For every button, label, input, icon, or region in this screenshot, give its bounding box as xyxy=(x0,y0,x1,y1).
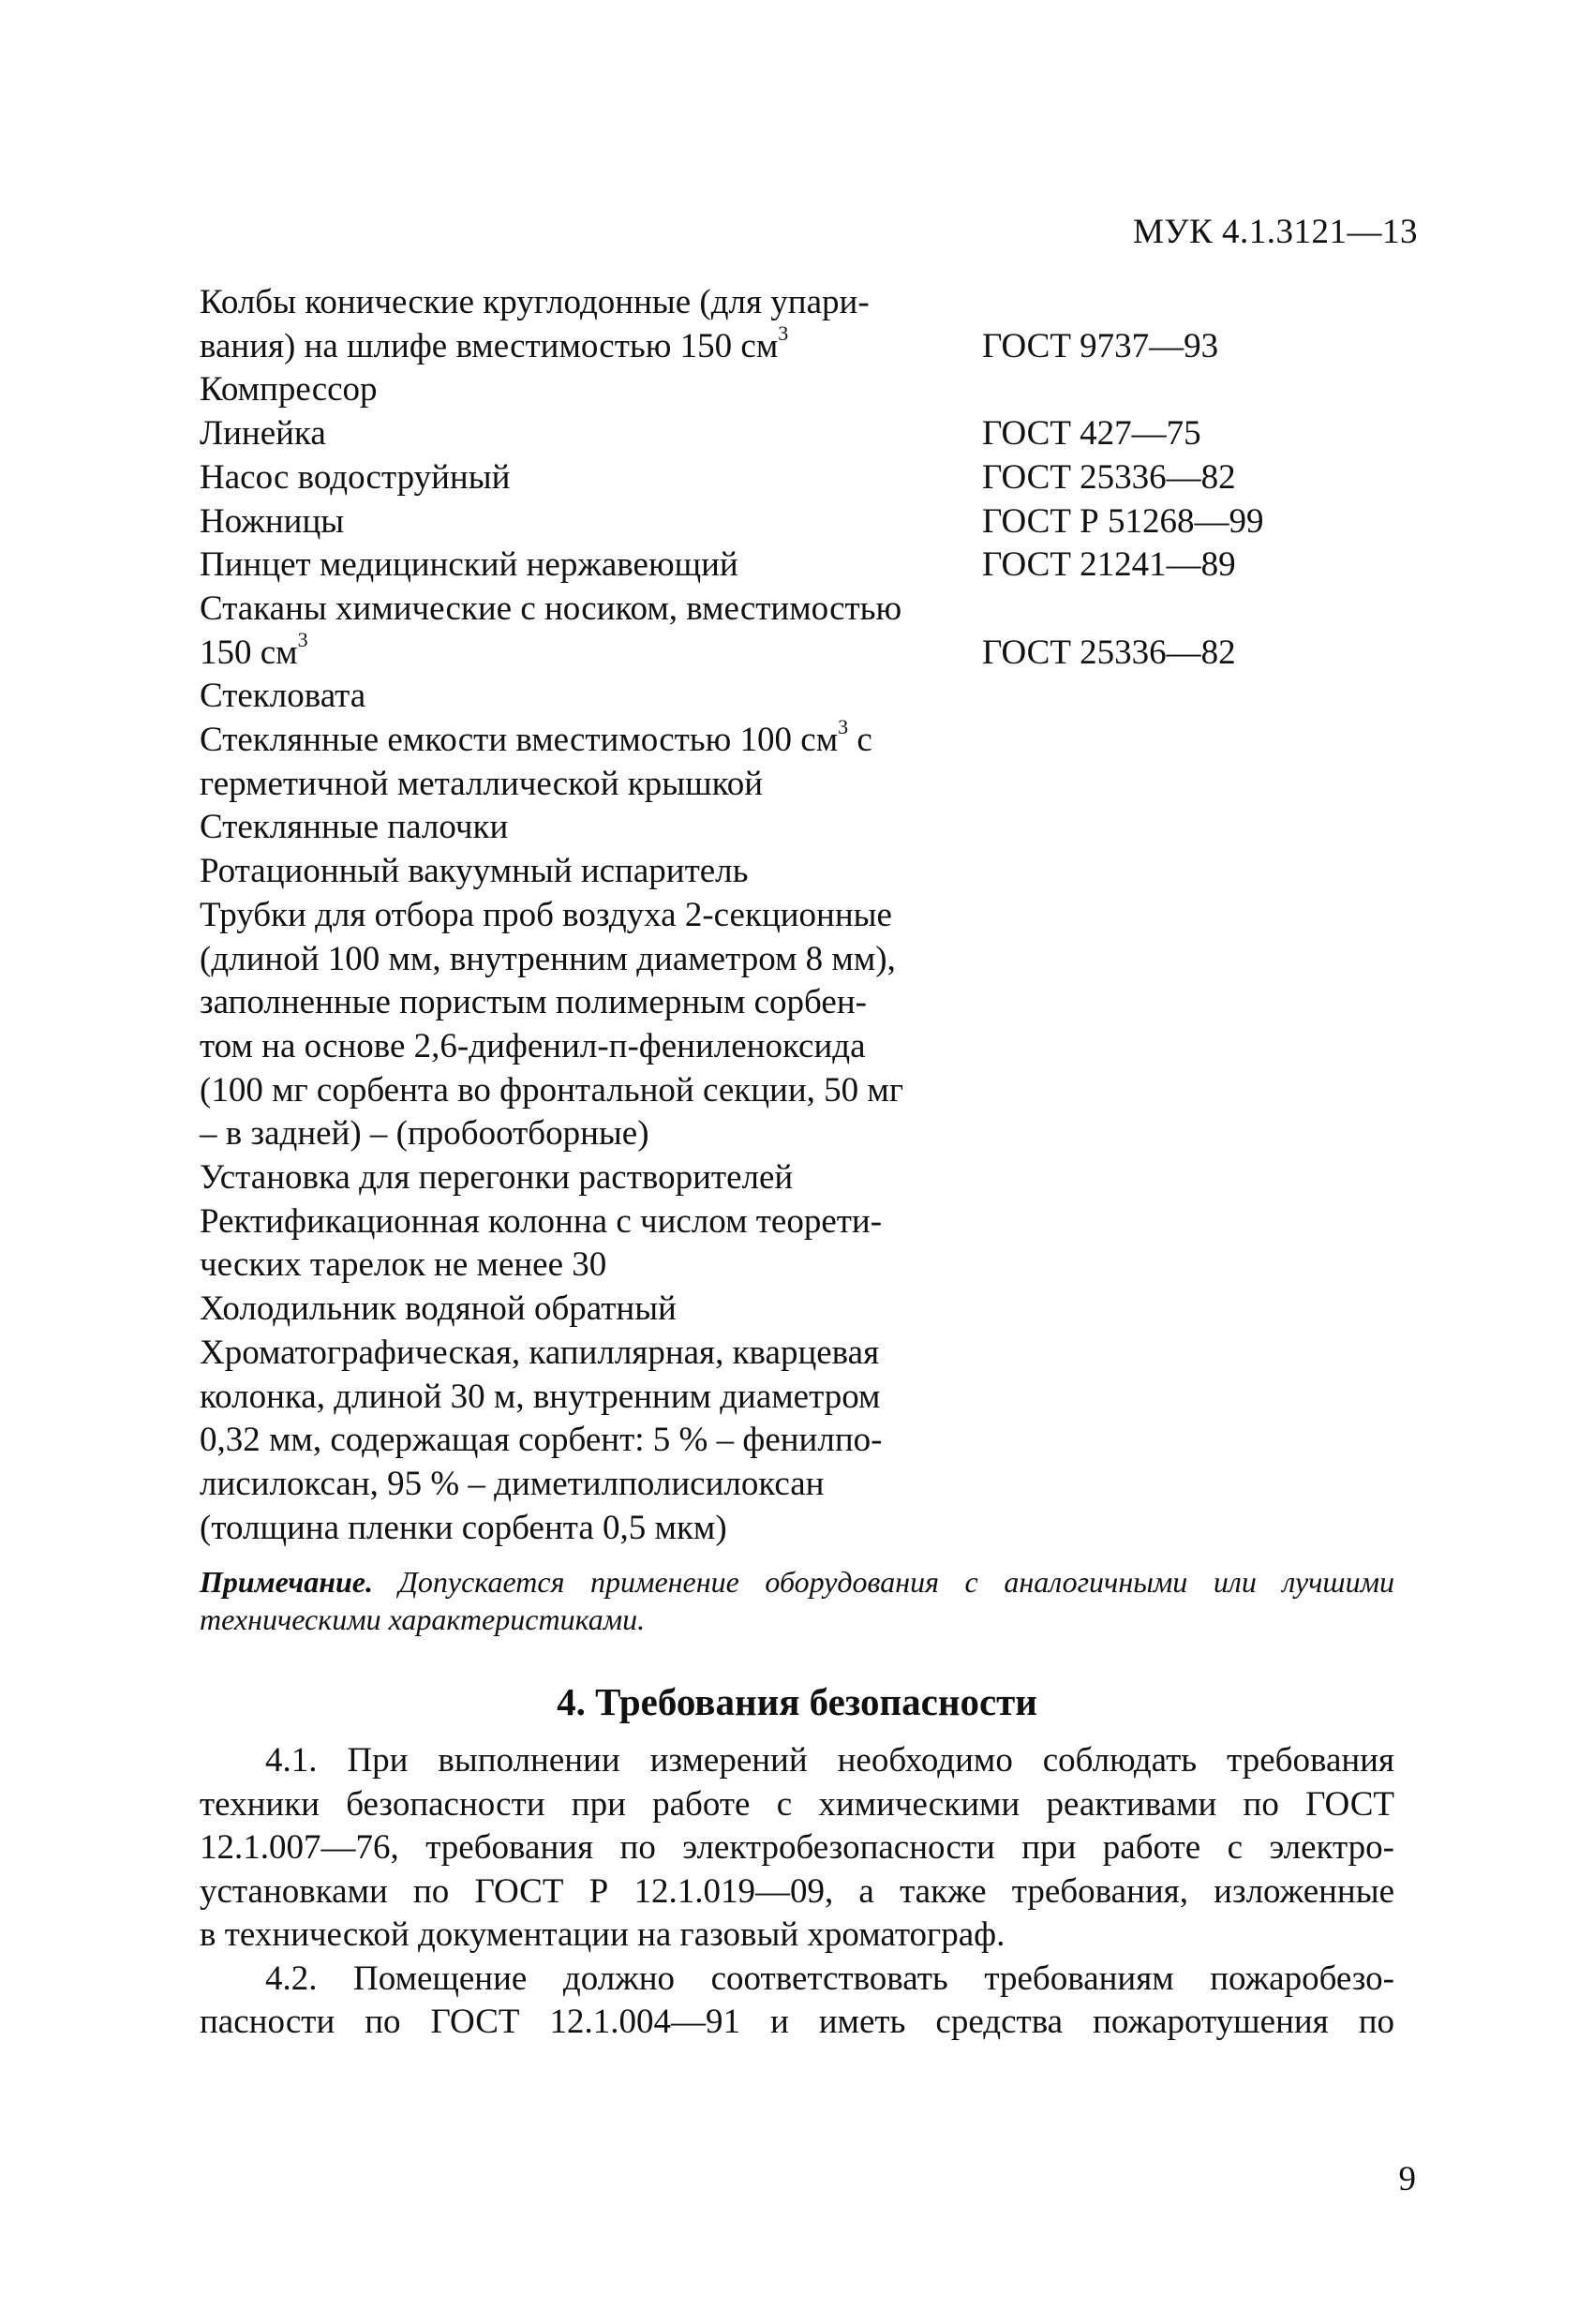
equipment-item xyxy=(200,675,1418,719)
equipment-name-line: колонка, длиной 30 м, внутренним диаметром xyxy=(200,1377,881,1416)
equipment-name-line: Стекловата xyxy=(200,677,366,716)
equipment-name-line: Стеклянные емкости вместимостью 100 см xyxy=(200,721,839,760)
paragraph-line: пасности по ГОСТ 12.1.004—91 и иметь средства пожаротушения по xyxy=(200,2003,1394,2041)
equipment-item xyxy=(200,894,1418,1156)
equipment-item xyxy=(200,1200,1418,1288)
equipment-item xyxy=(200,850,1418,894)
equipment-name-line: (100 мг сорбента во фронтальной секции, 50 мг xyxy=(200,1070,904,1110)
equipment-item xyxy=(200,412,1418,456)
superscript: 3 xyxy=(838,715,849,739)
equipment-name-line: Пинцет медицинский нержавеющий xyxy=(200,545,738,585)
equipment-note xyxy=(200,1563,1394,1638)
paragraph xyxy=(200,1958,1394,2045)
equipment-name-line: Хроматографическая, капиллярная, кварцевая xyxy=(200,1333,880,1372)
equipment-name-line: 0,32 мм, содержащая сорбент: 5 % – фенилпо- xyxy=(200,1421,883,1460)
equipment-name-line: Установка для перегонки растворителей xyxy=(200,1158,794,1198)
paragraph-line: в технической документации на газовый хроматограф. xyxy=(200,1915,1006,1954)
equipment-item xyxy=(200,1156,1418,1200)
equipment-name-line: том на основе 2,6-дифенил-п-фениленоксида xyxy=(200,1026,866,1065)
equipment-name-line: вания) на шлифе вместимостью 150 см xyxy=(200,326,779,365)
paragraph-line: 4.1. При выполнении измерений необходимо соблюдать требования xyxy=(265,1741,1394,1780)
equipment-name-line: 150 см xyxy=(200,633,298,672)
note-text: Допускается применение оборудования с аналогичными или лучшими техническими характеристиками. xyxy=(200,1565,1394,1636)
equipment-standard: ГОСТ 25336—82 xyxy=(982,633,1236,672)
equipment-item xyxy=(200,806,1418,850)
superscript: 3 xyxy=(778,320,789,345)
equipment-name-line: Линейка xyxy=(200,414,326,454)
equipment-name-line: лисилоксан, 95 % – диметилполисилоксан xyxy=(200,1464,825,1503)
equipment-name-line: Холодильник водяной обратный xyxy=(200,1289,677,1329)
equipment-name-line: Трубки для отбора проб воздуха 2-секционные xyxy=(200,895,892,934)
equipment-name-line: Компрессор xyxy=(200,370,378,410)
equipment-name-line: герметичной металлической крышкой xyxy=(200,764,763,803)
equipment-item xyxy=(200,281,1418,368)
equipment-name-line: Стеклянные палочки xyxy=(200,808,509,847)
section-title: 4. Требования безопасности xyxy=(557,1680,1037,1723)
equipment-item xyxy=(200,368,1418,412)
equipment-item xyxy=(200,1332,1418,1551)
section-body xyxy=(200,1739,1394,2045)
equipment-item xyxy=(200,456,1418,500)
equipment-standard: ГОСТ Р 51268—99 xyxy=(982,501,1264,541)
paragraph xyxy=(200,1739,1394,1958)
note-label: Примечание. xyxy=(200,1565,373,1599)
page-number: 9 xyxy=(1398,2160,1416,2198)
equipment-name-line: Ротационный вакуумный испаритель xyxy=(200,852,749,891)
equipment-name-line: Стаканы химические с носиком, вместимостью xyxy=(200,588,902,628)
equipment-name-line: Насос водоструйный xyxy=(200,457,511,497)
equipment-item xyxy=(200,544,1418,588)
equipment-name-line: (толщина пленки сорбента 0,5 мкм) xyxy=(200,1508,727,1547)
equipment-item xyxy=(200,715,1418,806)
document-code-header: МУК 4.1.3121—13 xyxy=(1132,213,1418,251)
equipment-name-line: Колбы конические круглодонные (для упари- xyxy=(200,283,870,321)
equipment-name-line: Ножницы xyxy=(200,501,345,541)
equipment-standard: ГОСТ 21241—89 xyxy=(982,545,1236,585)
equipment-item xyxy=(200,500,1418,544)
paragraph-line: 12.1.007—76, требования по электробезопасности при работе с электро- xyxy=(200,1828,1394,1867)
equipment-standard: ГОСТ 9737—93 xyxy=(982,326,1219,365)
equipment-standard: ГОСТ 427—75 xyxy=(982,414,1201,454)
paragraph-line: 4.2. Помещение должно соответствовать требованиям пожаробезо- xyxy=(265,1959,1394,1998)
paragraph-line: установками по ГОСТ Р 12.1.019—09, а также требования, изложенные xyxy=(200,1871,1394,1911)
equipment-name-line: с xyxy=(848,721,872,760)
superscript: 3 xyxy=(297,627,308,651)
equipment-name-line: Ректификационная колонна с числом теорети- xyxy=(200,1201,883,1241)
equipment-standard: ГОСТ 25336—82 xyxy=(982,457,1236,497)
equipment-name-line: ческих тарелок не менее 30 xyxy=(200,1245,607,1285)
equipment-name-line: заполненные пористым полимерным сорбен- xyxy=(200,983,867,1022)
equipment-item xyxy=(200,1288,1418,1332)
equipment-name-line: – в задней) – (пробоотборные) xyxy=(200,1114,649,1154)
paragraph-line: техники безопасности при работе с химическими реактивами по ГОСТ xyxy=(200,1784,1394,1824)
equipment-list xyxy=(200,281,1418,1550)
equipment-name-line: (длиной 100 мм, внутренним диаметром 8 мм), xyxy=(200,939,896,978)
equipment-item xyxy=(200,588,1418,675)
